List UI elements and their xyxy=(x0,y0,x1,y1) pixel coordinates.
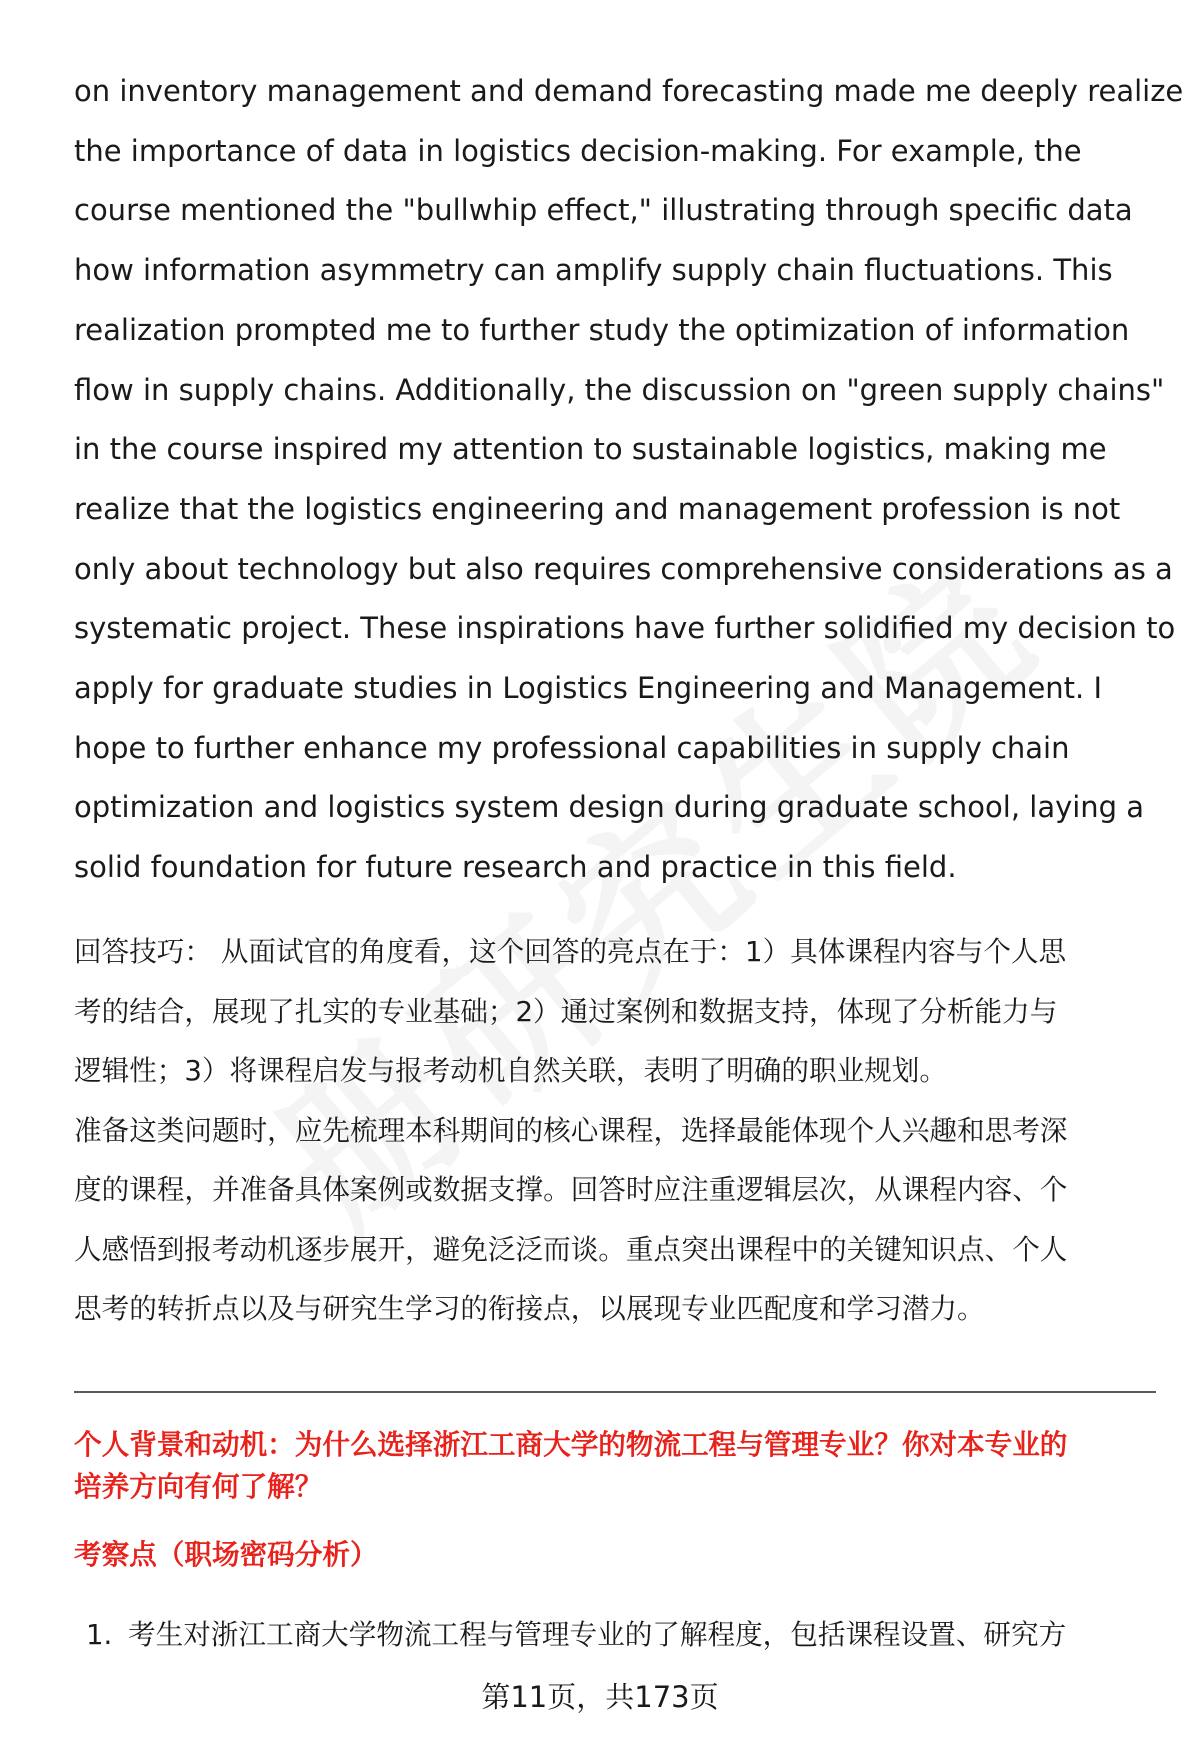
list-item xyxy=(86,1614,1166,1656)
answer-line: realization prompted me to further study the optimization of information xyxy=(74,312,1130,347)
question-heading-line: 培养方向有何了解？ xyxy=(74,1470,323,1503)
answer-tips xyxy=(74,922,1164,1339)
question-heading xyxy=(74,1424,1164,1508)
answer-line: solid foundation for future research and practice in this field. xyxy=(74,850,957,885)
answer-line: in the course inspired my attention to sustainable logistics, making me xyxy=(74,432,1107,467)
answer-line: how information asymmetry can amplify supply chain fluctuations. This xyxy=(74,253,1113,288)
answer-line: hope to further enhance my professional capabilities in supply chain xyxy=(74,730,1070,765)
assessment-points-heading: 考察点（职场密码分析） xyxy=(74,1538,378,1571)
answer-line: flow in supply chains. Additionally, the discussion on "green supply chains" xyxy=(74,372,1165,407)
answer-line: the importance of data in logistics decision-making. For example, the xyxy=(74,133,1082,168)
page-footer: 第11页，共173页 xyxy=(481,1680,719,1714)
answer-line: optimization and logistics system design during graduate school, laying a xyxy=(74,790,1145,825)
list-item-number: 1. xyxy=(86,1618,113,1651)
answer-body xyxy=(74,62,1184,898)
list-item-text: 考生对浙江工商大学物流工程与管理专业的了解程度，包括课程设置、研究方 xyxy=(128,1618,1067,1651)
tips-line: 度的课程，并准备具体案例或数据支撑。回答时应注重逻辑层次，从课程内容、个 xyxy=(74,1173,1068,1206)
answer-line: realize that the logistics engineering and management profession is not xyxy=(74,491,1121,526)
answer-line: apply for graduate studies in Logistics Engineering and Management. I xyxy=(74,671,1103,706)
answer-line: course mentioned the "bullwhip effect," illustrating through specific data xyxy=(74,193,1133,228)
tips-line: 准备这类问题时，应先梳理本科期间的核心课程，选择最能体现个人兴趣和思考深 xyxy=(74,1113,1068,1147)
tips-line: 考的结合，展现了扎实的专业基础；2）通过案例和数据支持，体现了分析能力与 xyxy=(74,994,1058,1028)
tips-line: 回答技巧： 从面试官的角度看，这个回答的亮点在于：1）具体课程内容与个人思 xyxy=(74,935,1067,968)
tips-line: 人感悟到报考动机逐步展开，避免泛泛而谈。重点突出课程中的关键知识点、个人 xyxy=(74,1232,1068,1266)
tips-line: 思考的转折点以及与研究生学习的衔接点，以展现专业匹配度和学习潜力。 xyxy=(74,1292,985,1325)
section-divider xyxy=(74,1391,1156,1393)
tips-line: 逻辑性；3）将课程启发与报考动机自然关联，表明了明确的职业规划。 xyxy=(74,1054,947,1087)
question-heading-line: 个人背景和动机：为什么选择浙江工商大学的物流工程与管理专业？你对本专业的 xyxy=(74,1428,1068,1461)
answer-line: on inventory management and demand forecasting made me deeply realize xyxy=(74,74,1184,108)
answer-line: systematic project. These inspirations have further solidified my decision to xyxy=(74,611,1176,646)
answer-line: only about technology but also requires comprehensive considerations as a xyxy=(74,551,1173,586)
